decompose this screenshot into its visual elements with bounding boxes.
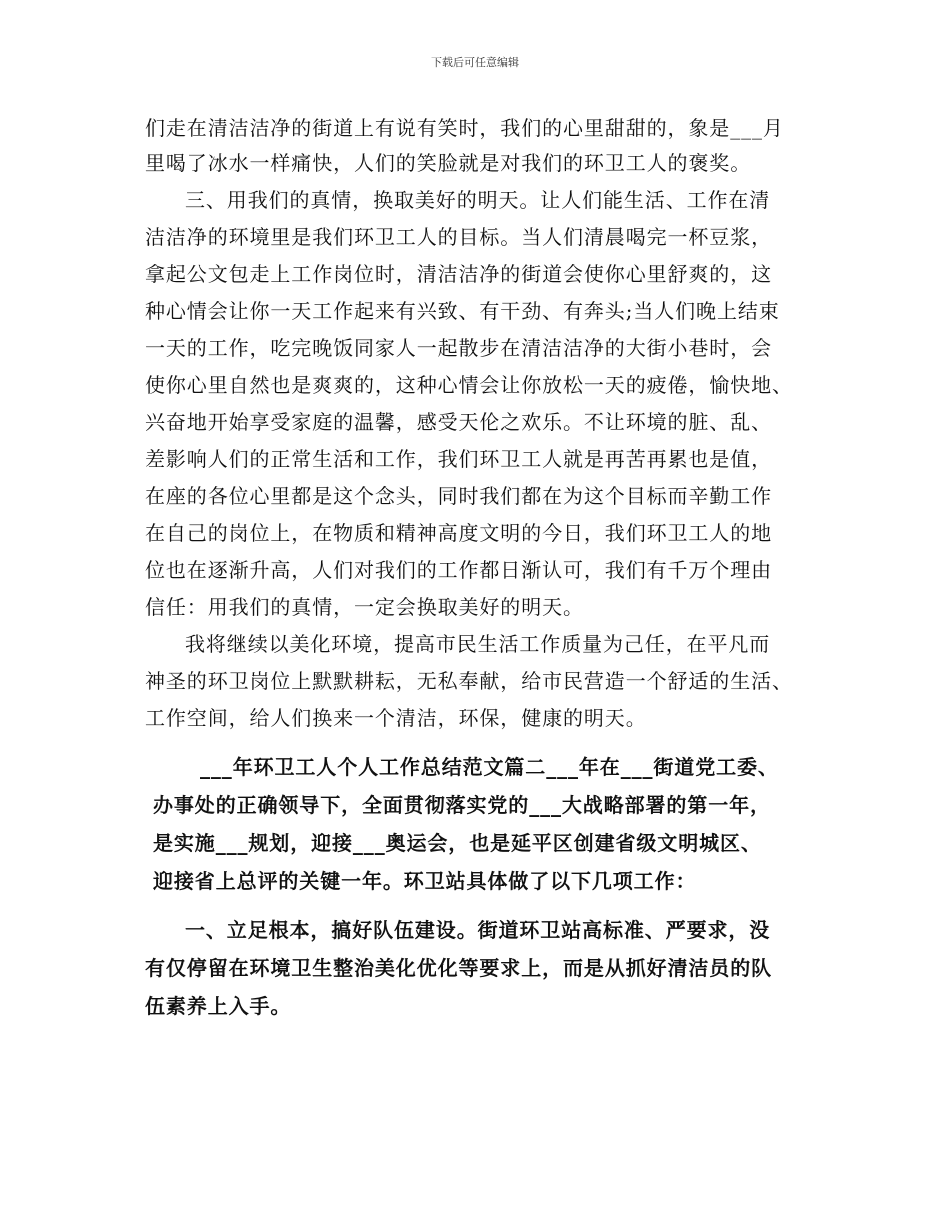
- body-line: 我将继续以美化环境，提高市民生活工作质量为己任，在平凡而: [185, 632, 771, 656]
- body-line: 拿起公文包走上工作岗位时，清洁洁净的街道会使你心里舒爽的，这: [145, 262, 772, 286]
- page-header: 下载后可任意编辑: [431, 56, 519, 69]
- body-line: 信任：用我们的真情，一定会换取美好的明天。: [145, 595, 584, 619]
- body-line: 洁洁净的环境里是我们环卫工人的目标。当人们清晨喝完一杯豆浆，: [145, 225, 772, 249]
- section-body-line: 有仅停留在环境卫生整治美化优化等要求上，而是从抓好清洁员的队: [145, 956, 772, 980]
- body-line: 兴奋地开始享受家庭的温馨，感受天伦之欢乐。不让环境的脏、乱、: [145, 410, 772, 434]
- body-line: 工作空间，给人们换来一个清洁，环保，健康的明天。: [145, 706, 647, 730]
- body-line: 三、用我们的真情，换取美好的明天。让人们能生活、工作在清: [185, 188, 771, 212]
- section-heading-line: 办事处的正确领导下，全面贯彻落实党的___大战略部署的第一年，: [153, 793, 771, 817]
- body-line: 一天的工作，吃完晚饭同家人一起散步在清洁洁净的大街小巷时，会: [145, 336, 772, 360]
- body-line: 位也在逐渐升高，人们对我们的工作都日渐认可，我们有千万个理由: [145, 558, 772, 582]
- section-body-line: 一、立足根本，搞好队伍建设。街道环卫站高标准、严要求，没: [185, 918, 771, 942]
- body-line: 在自己的岗位上，在物质和精神高度文明的今日，我们环卫工人的地: [145, 521, 772, 545]
- body-line: 神圣的环卫岗位上默默耕耘，无私奉献，给市民营造一个舒适的生活、: [145, 669, 793, 693]
- body-line: 使你心里自然也是爽爽的，这种心情会让你放松一天的疲倦，愉快地、: [145, 373, 793, 397]
- body-line: 们走在清洁洁净的街道上有说有笑时，我们的心里甜甜的，象是___月: [145, 116, 784, 140]
- section-heading-line: ___年环卫工人个人工作总结范文篇二___年在___街道党工委、: [200, 755, 779, 779]
- body-line: 差影响人们的正常生活和工作，我们环卫工人就是再苦再累也是值，: [145, 447, 772, 471]
- body-line: 在座的各位心里都是这个念头，同时我们都在为这个目标而辛勤工作: [145, 484, 772, 508]
- body-line: 里喝了冰水一样痛快，人们的笑脸就是对我们的环卫工人的褒奖。: [145, 151, 752, 175]
- body-line: 种心情会让你一天工作起来有兴致、有干劲、有奔头;当人们晚上结束: [145, 299, 780, 323]
- section-heading-line: 是实施___规划，迎接___奥运会，也是延平区创建省级文明城区、: [153, 831, 762, 855]
- section-body-line: 伍素养上入手。: [145, 994, 292, 1018]
- section-heading-line: 迎接省上总评的关键一年。环卫站具体做了以下几项工作：: [153, 869, 697, 893]
